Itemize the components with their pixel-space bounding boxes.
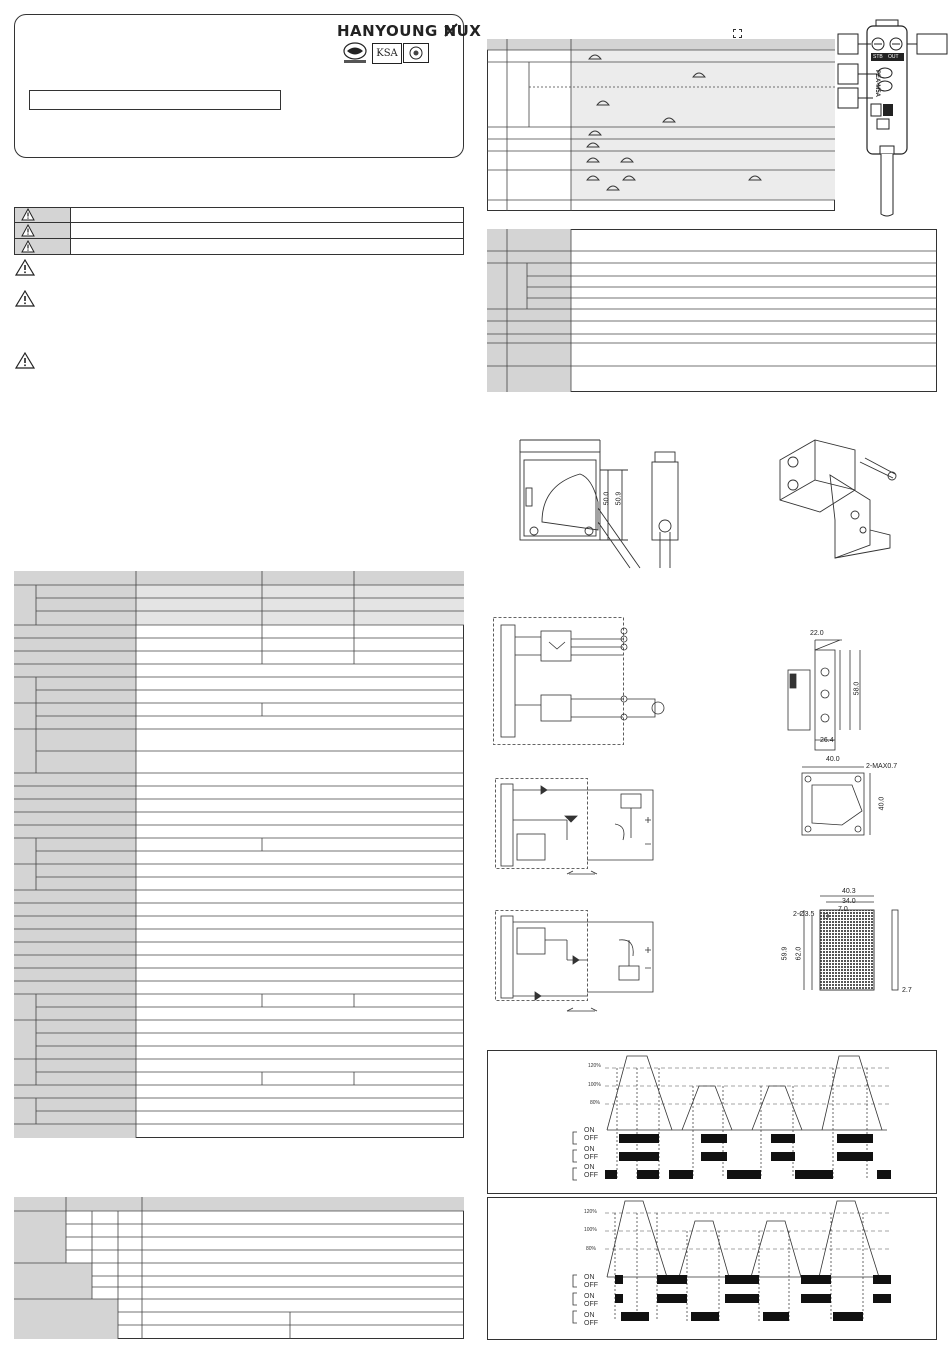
kc-cert-icon (341, 42, 369, 66)
checkbox-icon (733, 29, 742, 38)
brand-x-mark (444, 22, 458, 38)
state-on-label: ON (584, 1127, 595, 1134)
dim-reflector-2-7: 2.7 (902, 987, 912, 994)
warning-icon (21, 240, 35, 253)
cert-seal-icon (403, 43, 429, 63)
sensor-body-dimension-drawing (500, 430, 680, 570)
state-on-label: ON (584, 1312, 595, 1319)
dim-bracket-26-4: 26.4 (820, 737, 834, 744)
dim-reflector-40-w: 40.0 (826, 756, 840, 763)
dim-reflector-40-h: 40.0 (878, 796, 886, 811)
level-100-label: 100% (588, 1082, 601, 1088)
level-80-label: 80% (590, 1100, 601, 1106)
wiring-diagram-pnp (495, 910, 665, 1020)
state-on-label: ON (584, 1146, 595, 1153)
warning-icon (21, 208, 35, 221)
level-80-label: 80% (586, 1246, 597, 1252)
brand-logo: HANYOUNG NUX (337, 22, 482, 40)
dim-bracket-22: 22.0 (810, 630, 824, 637)
state-on-label: ON (584, 1293, 595, 1300)
reflector-small-drawing (790, 765, 880, 845)
state-on-label: ON (584, 1274, 595, 1281)
level-120-label: 120% (588, 1063, 601, 1069)
timing-chart-2-plot (487, 1197, 937, 1340)
model-input-box (29, 90, 281, 110)
dim-reflector-hole: 2-Ø3.5 (793, 911, 815, 918)
function-table-grid (487, 229, 937, 392)
mounting-bracket-isometric (775, 430, 900, 570)
dim-reflector-34-0: 34.0 (842, 898, 856, 905)
dim-reflector-max: 2-MAX0.7 (866, 763, 898, 770)
sensor-drawing (837, 18, 949, 218)
sensor-model-label: PEA-M5A (874, 70, 880, 98)
wiring-diagram-relay (493, 617, 633, 747)
out-label: OUT (888, 54, 899, 60)
setting-table-grid (14, 1197, 464, 1339)
state-off-label: OFF (584, 1135, 598, 1142)
dim-reflector-62-0: 62.0 (795, 946, 803, 961)
warning-icon (15, 352, 35, 369)
state-off-label: OFF (584, 1172, 598, 1179)
warning-icon (15, 259, 35, 276)
state-off-label: OFF (584, 1282, 598, 1289)
dim-50-9: 50.9 (615, 491, 623, 506)
dim-50-0: 50.0 (603, 491, 611, 506)
dim-reflector-59-9: 59.9 (781, 946, 789, 961)
ksa-cert-badge: KSA (372, 43, 402, 64)
state-off-label: OFF (584, 1154, 598, 1161)
operation-table-grid (487, 39, 835, 211)
state-off-label: OFF (584, 1301, 598, 1308)
dim-reflector-7-0: 7.0 (838, 906, 848, 913)
state-off-label: OFF (584, 1320, 598, 1327)
wiring-diagram-npn (495, 778, 665, 883)
warning-icon (15, 290, 35, 307)
stb-label: STB (873, 54, 883, 60)
warning-icon (21, 224, 35, 237)
caution-table (14, 207, 464, 255)
timing-chart-1-plot (487, 1050, 937, 1194)
dim-reflector-40-3: 40.3 (842, 888, 856, 895)
level-100-label: 100% (584, 1227, 597, 1233)
spec-table-grid (14, 571, 464, 1138)
dim-bracket-58: 58.0 (853, 681, 861, 696)
level-120-label: 120% (584, 1209, 597, 1215)
state-on-label: ON (584, 1164, 595, 1171)
